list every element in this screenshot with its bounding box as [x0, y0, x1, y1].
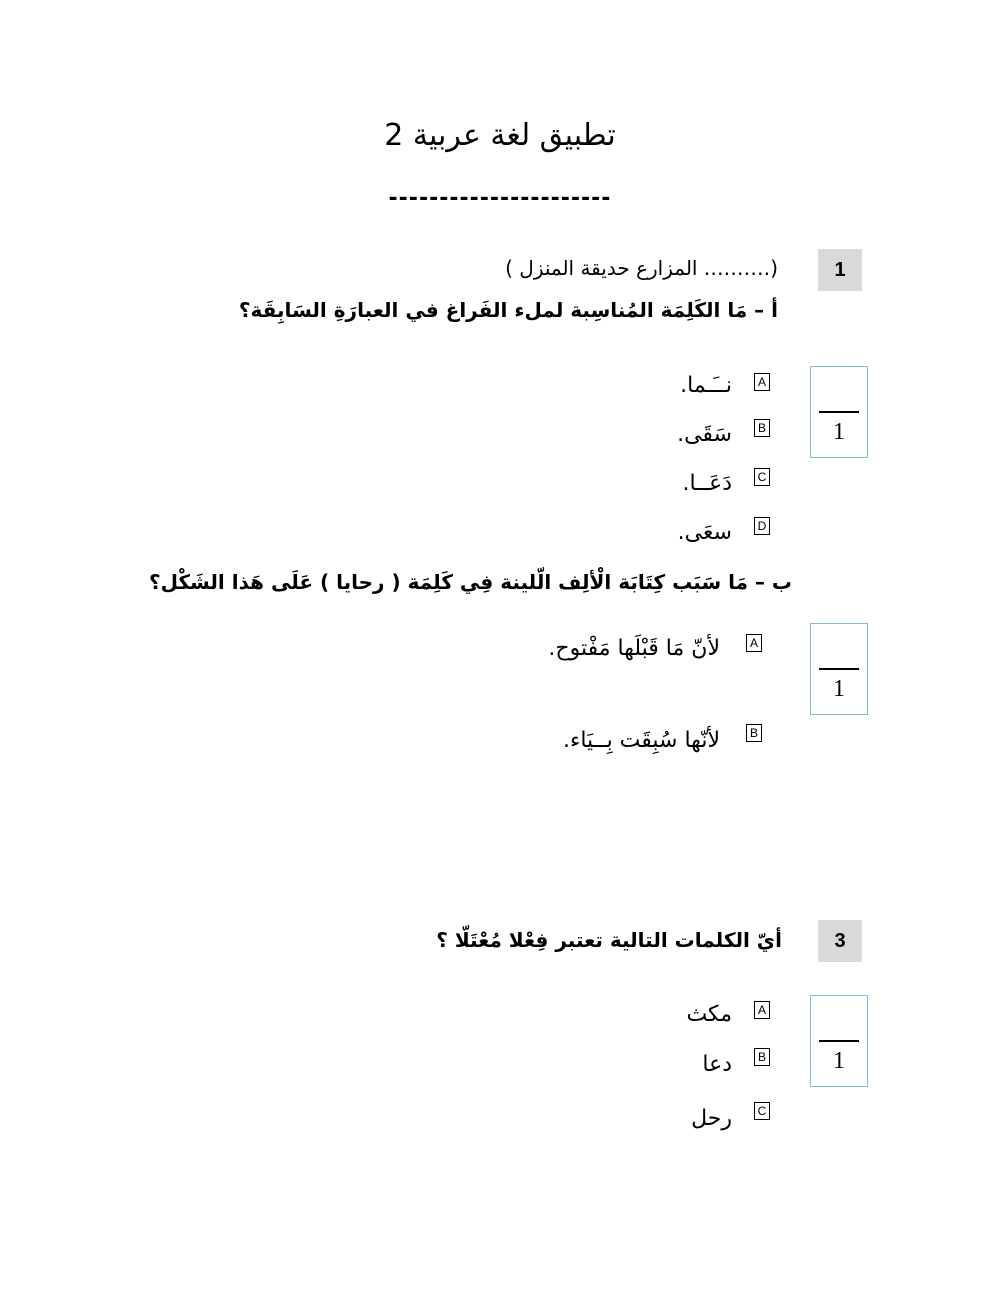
score-fraction-line	[819, 668, 859, 670]
score-value: 1	[833, 419, 845, 445]
option-text[interactable]: دعا	[702, 1052, 732, 1077]
option-text[interactable]: لأنّها سُبِقَت بِــيَاء.	[563, 728, 720, 753]
score-value: 1	[833, 1048, 845, 1074]
question-1b-text: ب – مَا سَبَب كِتَابَة الْألِف الّلينة فِي كَلِمَة ( رحايا ) عَلَى هَذا الشَكْل؟	[148, 570, 792, 594]
option-text[interactable]: دَعَــا.	[682, 471, 732, 496]
score-box	[810, 995, 868, 1087]
option-letter-box[interactable]: B	[754, 1048, 770, 1066]
question-number-1: 1	[818, 249, 862, 291]
option-letter-box[interactable]: B	[754, 419, 770, 437]
option-letter-box[interactable]: A	[746, 634, 762, 652]
fill-blank-sentence: (………. المزارع حديقة المنزل )	[505, 256, 778, 280]
question-1a-text: أ – مَا الكَلِمَة المُناسِبة لملء الفَراغ في العبارَةِ السَابِقَة؟	[238, 298, 778, 322]
option-text[interactable]: سعَى.	[677, 520, 732, 545]
score-fraction-line	[819, 1040, 859, 1042]
option-text[interactable]: رحل	[691, 1106, 732, 1131]
option-letter-box[interactable]: C	[754, 468, 770, 486]
question-3-text: أيّ الكلمات التالية تعتبر فِعْلا مُعْتَلّا ؟	[436, 928, 782, 952]
option-letter-box[interactable]: C	[754, 1102, 770, 1120]
option-text[interactable]: لأنّ مَا قَبْلَها مَفْتوح.	[548, 636, 720, 661]
score-fraction-line	[819, 411, 859, 413]
title-divider: ----------------------	[388, 186, 612, 211]
option-text[interactable]: مكث	[686, 1002, 732, 1027]
score-box	[810, 366, 868, 458]
option-letter-box[interactable]: B	[746, 724, 762, 742]
option-letter-box[interactable]: A	[754, 1001, 770, 1019]
worksheet-title: تطبيق لغة عربية 2	[384, 118, 616, 153]
score-value: 1	[833, 676, 845, 702]
option-text[interactable]: سَقَى.	[677, 422, 732, 447]
option-text[interactable]: نــَـما.	[680, 373, 732, 398]
score-box	[810, 623, 868, 715]
question-number-3: 3	[818, 920, 862, 962]
option-letter-box[interactable]: D	[754, 517, 770, 535]
option-letter-box[interactable]: A	[754, 373, 770, 391]
